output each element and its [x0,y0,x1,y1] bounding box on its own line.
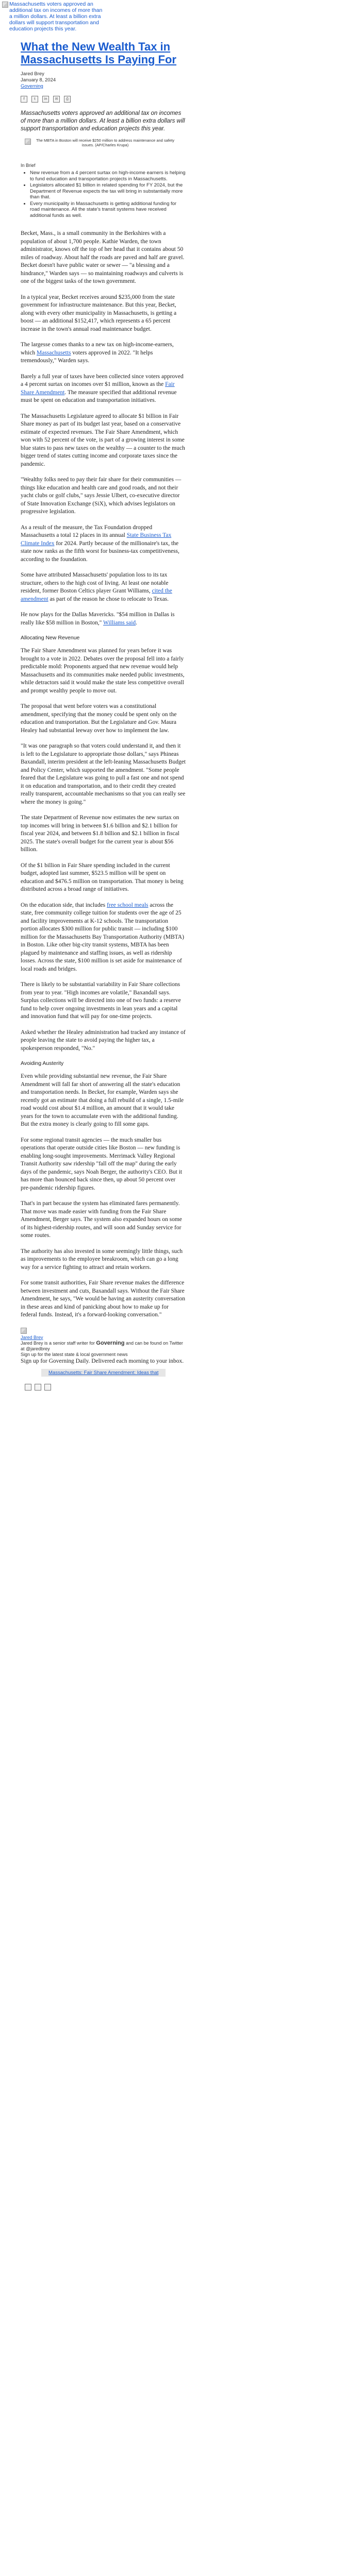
inline-link[interactable]: Massachusetts [36,349,71,356]
governing-daily-signup: Sign up for Governing Daily. Delivered each morning to your inbox. [21,1358,184,1364]
article-paragraph: There is likely to be substantial variability in Fair Share collections from year to year. "High incomes are volatile," Baxandall says. Surplus collections will be directed into one of two funds: a reserve fund to help cover ongoing investments in lean years and a capital and innovation fund that will pay for one-time projects. [21,981,181,1020]
author-name: Jared Brey [21,71,44,77]
in-brief-heading: In Brief [21,163,36,168]
author-bio-prefix: Jared Brey is a senior staff writer for [21,1340,95,1346]
article-paragraph: The Massachusetts Legislature agreed to allocate $1 billion in Fair Share money as part of its budget last year, based on a conservative estimate of expected revenues. The Fair Share Amendment, which won with 52 percent of the vote, is part of a growing interest in some blue states to pass new taxes on the wealthy — a counter to the much bigger trend of states cutting income and corporate taxes since the pandemic. [21,413,185,467]
broken-image-icon [25,139,31,145]
article-paragraph: As a result of the measure, the Tax Foundation dropped Massachusetts a total 12 places in its annual State Business Tax Climate Index for 2024. Partly because of the millionaire's tax, the state now ranks as the fifth worst for business-tax competitiveness, according to the foundation. [21,524,179,563]
hero-image [25,138,179,147]
footer-share-bar [25,1384,186,1391]
article-paragraph: He now plays for the Dallas Mavericks. "$54 million in Dallas is really like $58 million in Boston," Williams said. [21,612,175,626]
inline-link[interactable]: free school meals [107,902,149,908]
article-date: January 8, 2024 [21,77,56,83]
section-subheading: Allocating New Revenue [21,635,80,641]
in-brief-list [21,170,186,218]
article-headline[interactable]: What the New Wealth Tax in Massachusetts Is Paying For [21,40,176,66]
article-summary: Massachusetts voters approved an additional tax on incomes of more than a million dollars. At least a billion extra dollars will support transportation and education projects this year. [21,110,185,132]
linkedin-icon[interactable] [44,1384,51,1391]
email-icon[interactable]: ✉ [53,96,60,103]
banner-image[interactable] [2,1,105,38]
article-paragraph: For some transit authorities, Fair Share revenue makes the difference between investment and cuts, Baxandall says. Without the Fair Share Amendment, he says, "We would be having an austerity conversation in these areas and kind of panicking about how to make up for federal funds. Instead, it's a forward-looking conversation." [21,1280,185,1318]
article-body [21,230,186,1319]
publication-link[interactable]: Governing [21,83,43,89]
sign-up-note: Sign up for the latest state & local government news [21,1351,128,1357]
author-block [21,1327,186,1358]
inline-link[interactable]: State Business Tax Climate Index [21,532,172,547]
inline-link[interactable]: cited the amendment [21,588,172,602]
article-paragraph: Some have attributed Massachusetts' population loss to its tax structure, others to the high cost of living. At least one notable resident, former Boston Celtics player Grant Williams, cited the amendment as part of the reason he chose to relocate to Texas. [21,572,172,602]
in-brief-item: • Every municipality in Massachusetts is getting additional funding for road maintenance. All the state's transit systems have received additional funds as well. [30,201,186,219]
article-paragraph: Even while providing substantial new revenue, the Fair Share Amendment will fall far short of answering all the state's education and transportation needs. In Becket, for example, Warden says she recently got an estimate that doing a full rebuild of a single, 1.5-mile road would cost about $1.4 million, an amount that it would take years for the town to accumulate even with the additional funding. But the extra money is clearly going to fill some gaps. [21,1073,184,1127]
article-paragraph: For some regional transit agencies — the much smaller bus operations that operate outside cities like Boston — new funding is enabling long-sought improvements. Merrimack Valley Regional Transit Authority saw ridership "fall off the map" during the early days of the pandemic, says Noah Berger, the authority's CEO. But it has more than bounced back since then, up about 50 percent over pre-pandemic ridership figures. [21,1137,183,1191]
article-paragraph: "Wealthy folks need to pay their fair share for their communities — things like education and health care and good roads, and not their yacht clubs or golf clubs," says Jessie Ulbert, co-executive director of State Innovation Exchange (SiX), which advises legislators on progressive legislation. [21,477,182,515]
article-paragraph: Of the $1 billion in Fair Share spending included in the current budget, adopted last summer, $523.5 million will be spent on education and $476.5 million on transportation. That money is being distributed across a broad range of initiatives. [21,862,184,892]
image-caption: The MBTA in Boston will receive $250 million to address maintenance and safety issues. (AP/Charles Krupa) [36,138,174,147]
article-paragraph: That's in part because the system has eliminated fares permanently. That move was made easier with funding from the Fair Share Amendment, Berger says. The system also expanded hours on some of its highest-ridership routes, and will soon add Sunday service for some routes. [21,1200,182,1239]
broken-image-icon [2,2,8,8]
article-paragraph: On the education side, that includes free school meals across the state, free community college tuition for students over the age of 25 and facility improvements at K-12 schools. The transportation portion allocates $300 million for public transit — including $100 million for the Massachusetts Bay Transportation Authority (MBTA) in Boston. Like other big-city transit systems, MBTA has been plagued by maintenance and staffing issues, as well as ridership losses. Across the state, $100 million is set aside for maintenance of local roads and bridges. [21,902,184,972]
article-paragraph: The authority has also invested in some seemingly little things, such as improvements to the employee breakroom, which can go a long way for a service fighting to attract and retain workers. [21,1248,183,1270]
inline-link[interactable]: Williams said [103,619,136,626]
share-bar [21,96,186,103]
article-container [21,40,186,1391]
author-photo-icon [21,1328,27,1334]
in-brief-item: • New revenue from a 4 percent surtax on high-income earners is helping to fund education and transportation projects in Massachusetts. [30,170,186,182]
promo-link[interactable]: Massachusetts: Fair Share Amendment: Ideas that [48,1369,159,1376]
article-paragraph: In a typical year, Becket receives around $235,000 from the state government for infrastructure maintenance. But this year, Becket, along with every other municipality in Massachusetts, is getting a boost — an additional $152,417, which represents a 65 percent increase in the town's annual road maintenance budget. [21,294,177,332]
author-bio-suffix: and can be found on Twitter at @jaredbrey [21,1340,183,1351]
author-block-name[interactable]: Jared Brey [21,1334,43,1340]
linkedin-icon[interactable]: in [42,96,49,103]
article-paragraph: The Fair Share Amendment was planned for years before it was brought to a vote in 2022. Debates over the proposal fell into a fairly predictable mold: Proponents argued that new revenue would help Massachusetts and its communities make needed public investments, while detractors said it would make the state less competitive overall and prompt wealthy people to move out. [21,648,185,694]
article-paragraph: The state Department of Revenue now estimates the new surtax on top incomes will bring in between $1.6 billion and $2.1 billion for fiscal year 2024, and between $1.8 billion and $2.1 billion in fiscal 2025. The state's overall budget for the current year is about $56 billion. [21,815,179,853]
article-paragraph: Becket, Mass., is a small community in the Berkshires with a population of about 1,700 people. Kathie Warden, the town administrator, knows off the top of her head that it contains about 50 miles of roadway. About half the roads are paved and half are gravel. Becket doesn't have public water or sewer — "a blessing and a hindrance," Warden says — so maintaining roadways and culverts is one of the biggest tasks of the town government. [21,230,185,284]
article-paragraph: The largesse comes thanks to a new tax on high-income-earners, which Massachusetts voters approved in 2022. "It helps tremendously," Warden says. [21,342,174,364]
promo-button[interactable] [41,1369,166,1377]
article-paragraph: Asked whether the Healey administration had tracked any instance of people leaving the state to avoid paying the higher tax, a spokesperson responded, "No." [21,1029,186,1052]
inline-link[interactable]: Fair Share Amendment [21,381,175,396]
print-icon[interactable]: ⎙ [64,96,71,103]
in-brief-item: • Legislators allocated $1 billion in related spending for FY 2024, but the Department of Revenue expects the tax will bring in substantially more than that. [30,182,186,200]
banner-alt-text: Massachusetts voters approved an additional tax on incomes of more than a million dollars. At least a billion extra dollars will support transportation and education projects this year. [9,1,103,32]
in-brief-section [21,163,186,218]
byline [21,71,186,90]
facebook-icon[interactable]: f [21,96,27,103]
section-subheading: Avoiding Austerity [21,1060,64,1066]
article-paragraph: The proposal that went before voters was a constitutional amendment, specifying that the money could be spent only on the education and transportation. But the Legislature and Gov. Maura Healey had substantial leeway over how to implement the law. [21,703,177,734]
article-paragraph: Barely a full year of taxes have been collected since voters approved a 4 percent surtax on incomes over $1 million, known as the Fair Share Amendment. The measure specified that additional revenue must be spent on education and transportation initiatives. [21,373,184,403]
article-paragraph: "It was one paragraph so that voters could understand it, and then it is left to the Legislature to appropriate those dollars," says Phineas Baxandall, interim president at the left-leaning Massachusetts Budget and Policy Center, which supported the amendment. "Some people feared that the Legislature was going to pull a fast one and not spend it on education and transportation, and to their credit they created really transparent, accountable mechanisms so that you can really see where the money is going." [21,743,186,805]
twitter-icon[interactable] [35,1384,41,1391]
author-bio-pub: Governing [96,1340,125,1346]
facebook-icon[interactable] [25,1384,31,1391]
twitter-icon[interactable]: t [31,96,38,103]
